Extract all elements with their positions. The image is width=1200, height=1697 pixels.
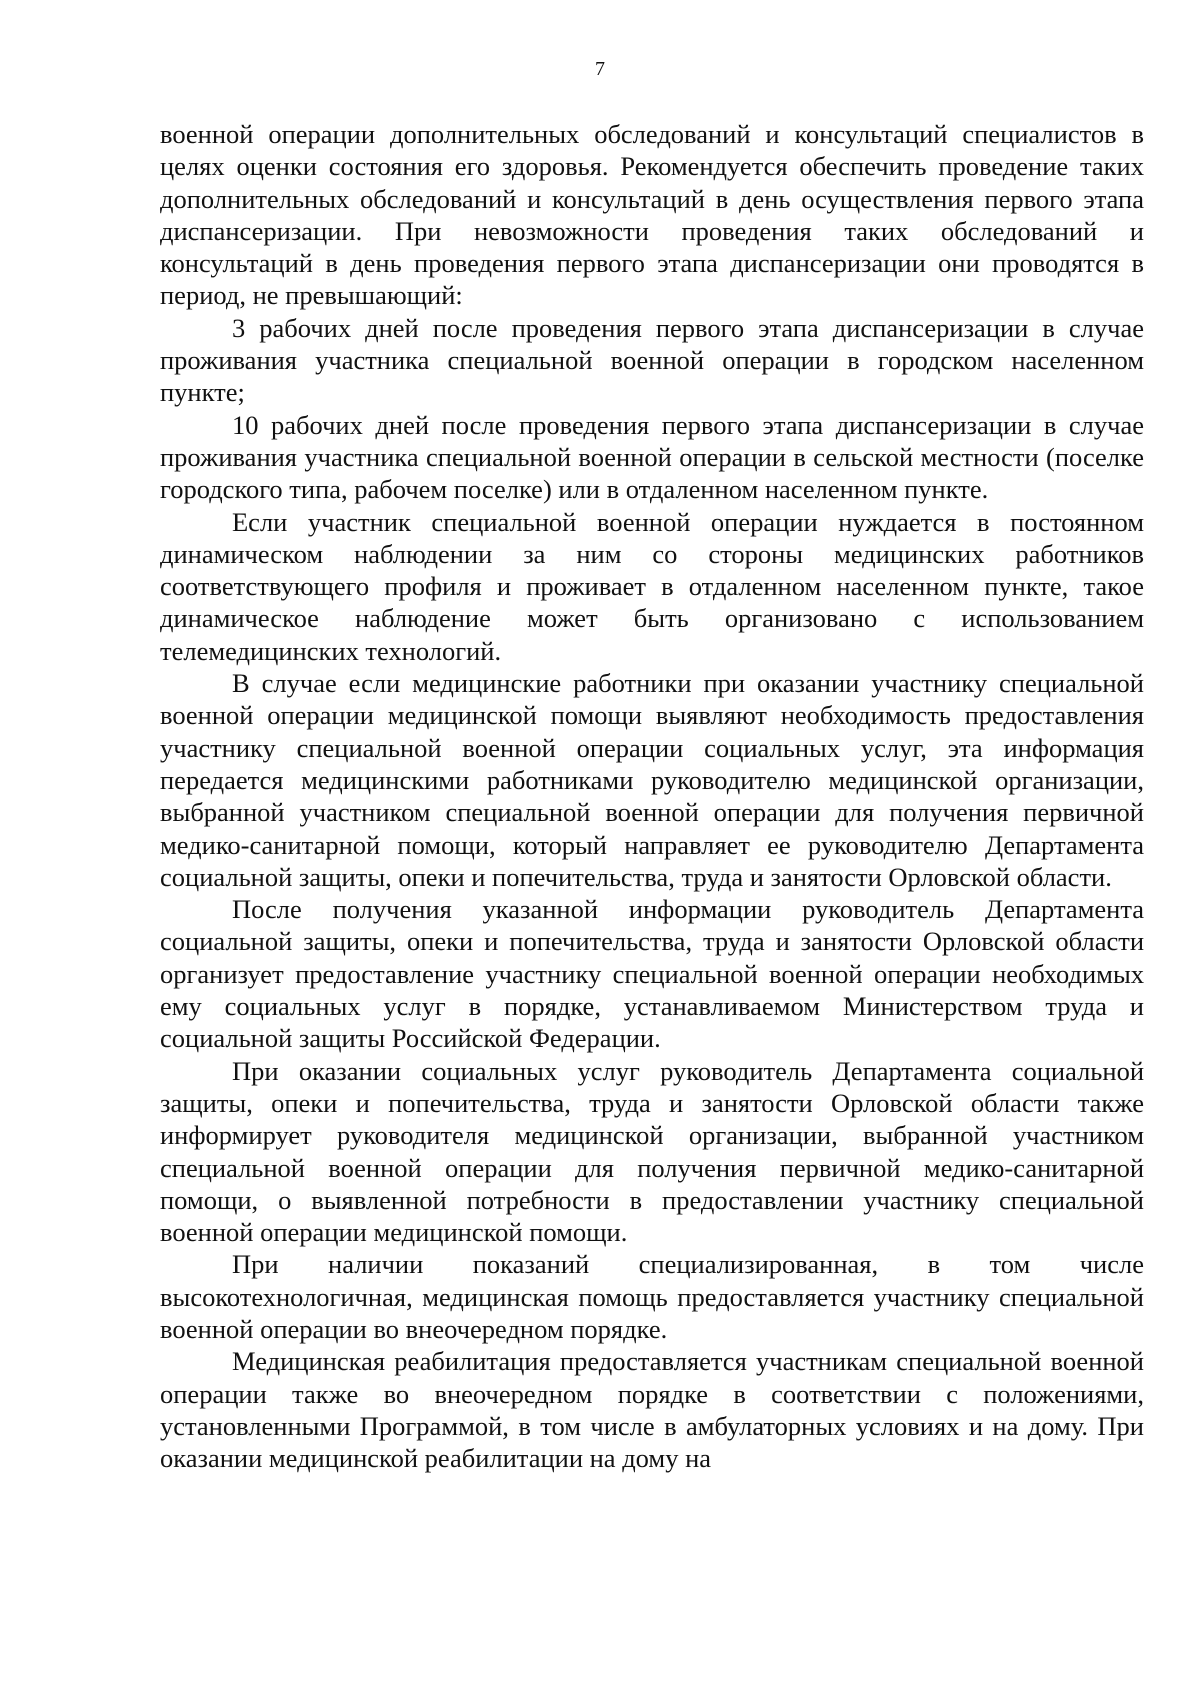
paragraph-specialized-care: При наличии показаний специализированная, в том числе высокотехнологичная, медицинская помощь предоставляется участнику специальной военной операции во внеочередном порядке. xyxy=(160,1249,1144,1344)
paragraph-social-services-provision: После получения указанной информации руководитель Департамента социальной защиты, опеки и попечительства, труда и занятости Орловской области организует предоставление участнику специальной военной операции необходимых ему социальных услуг в порядке, устанавливаемом Министерством труда и социальной защиты Российской Федерации. xyxy=(160,894,1144,1054)
document-body xyxy=(160,118,1144,1474)
paragraph-informing: При оказании социальных услуг руководитель Департамента социальной защиты, опеки и попечительства, труда и занятости Орловской области также информирует руководителя медицинской организации, выбранной участником специальной военной операции для получения первичной медико-санитарной помощи, о выявленной потребности в предоставлении участнику специальной военной операции медицинской помощи. xyxy=(160,1055,1144,1248)
paragraph-continued: военной операции дополнительных обследований и консультаций специалистов в целях оценки состояния его здоровья. Рекомендуется обеспечить проведение таких дополнительных обследований и консультаций в день осуществления первого этапа диспансеризации. При невозможности проведения таких обследований и консультаций в день проведения первого этапа диспансеризации они проводятся в период, не превышающий: xyxy=(160,119,1144,311)
paragraph-urban-term: 3 рабочих дней после проведения первого этапа диспансеризации в случае проживания участника специальной военной операции в городском населенном пункте; xyxy=(160,312,1144,408)
paragraph-telemedicine: Если участник специальной военной операции нуждается в постоянном динамическом наблюдении за ним со стороны медицинских работников соответствующего профиля и проживает в отдаленном населенном пункте, такое динамическое наблюдение может быть организовано с использованием телемедицинских технологий. xyxy=(160,506,1144,666)
page-number: 7 xyxy=(595,58,605,80)
paragraph-rural-term: 10 рабочих дней после проведения первого этапа диспансеризации в случае проживания участника специальной военной операции в сельской местности (поселке городского типа, рабочем поселке) или в отдаленном населенном пункте. xyxy=(160,409,1144,505)
paragraph-rehabilitation: Медицинская реабилитация предоставляется участникам специальной военной операции также во внеочередном порядке в соответствии с положениями, установленными Программой, в том числе в амбулаторных условиях и на дому. При оказании медицинской реабилитации на дому на xyxy=(160,1346,1144,1474)
paragraph-social-services-need: В случае если медицинские работники при оказании участнику специальной военной операции медицинской помощи выявляют необходимость предоставления участнику специальной военной операции социальных услуг, эта информация передается медицинскими работниками руководителю медицинской организации, выбранной участником специальной военной операции для получения первичной медико-санитарной помощи, который направляет ее руководителю Департамента социальной защиты, опеки и попечительства, труда и занятости Орловской области. xyxy=(160,668,1144,892)
